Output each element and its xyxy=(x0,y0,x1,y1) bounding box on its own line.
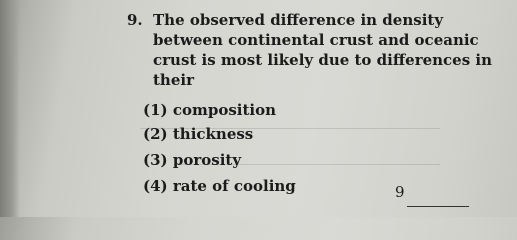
answer-blank[interactable] xyxy=(407,206,469,207)
choice-1[interactable]: (1) composition xyxy=(143,101,277,119)
choice-2[interactable]: (2) thickness xyxy=(143,125,254,143)
question-stem: The observed difference in density between continental crust and oceanic crust is most likely due to differences in their xyxy=(153,11,493,89)
page-edge-shadow xyxy=(0,0,20,217)
choice-4[interactable]: (4) rate of cooling xyxy=(143,177,296,195)
answer-number: 9 xyxy=(395,183,405,201)
choice-3[interactable]: (3) porosity xyxy=(143,151,242,169)
question-number: 9. xyxy=(127,11,143,29)
